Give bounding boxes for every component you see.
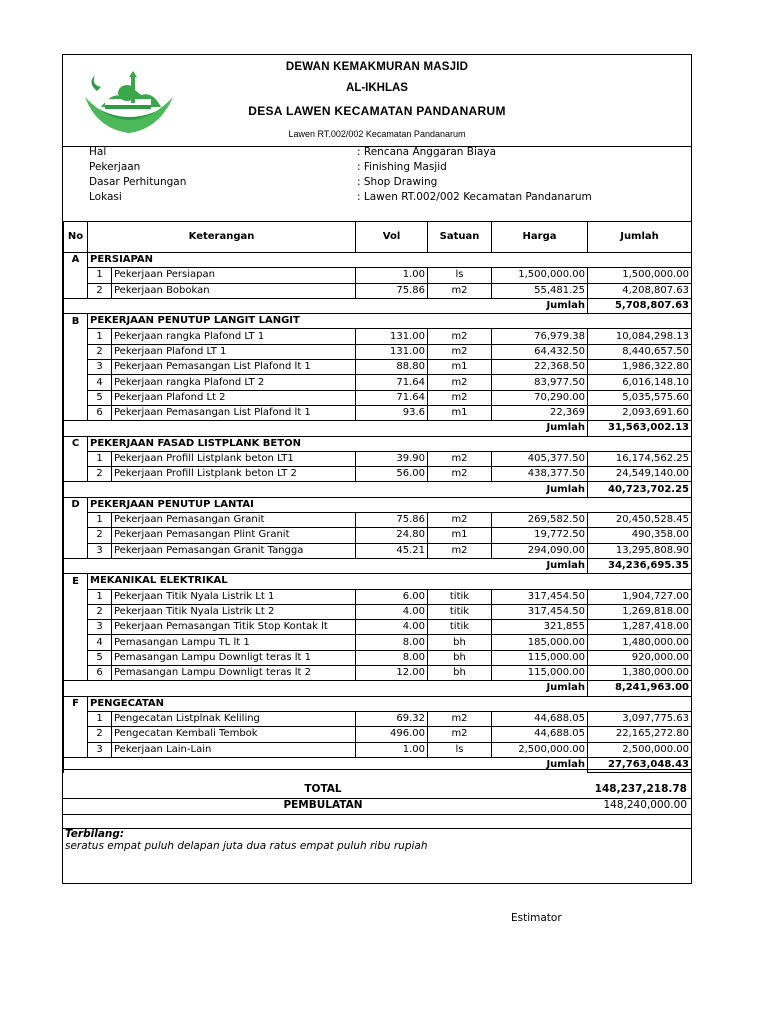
terbilang-block xyxy=(63,828,691,852)
item-number: 5 xyxy=(88,390,112,405)
item-amount: 2,093,691.60 xyxy=(588,405,692,420)
item-description: Pekerjaan rangka Plafond LT 2 xyxy=(112,375,356,390)
item-unit: m2 xyxy=(428,711,492,726)
item-number: 1 xyxy=(88,451,112,466)
item-amount: 20,450,528.45 xyxy=(588,513,692,528)
item-spacer xyxy=(64,711,88,726)
item-price: 2,500,000.00 xyxy=(492,742,588,757)
item-amount: 1,480,000.00 xyxy=(588,635,692,650)
item-amount: 920,000.00 xyxy=(588,650,692,665)
item-description: Pekerjaan Pemasangan Plint Granit xyxy=(112,528,356,543)
item-row xyxy=(64,451,692,466)
item-description: Pekerjaan Titik Nyala Listrik Lt 1 xyxy=(112,589,356,604)
rounding-value: 148,240,000.00 xyxy=(603,799,687,811)
item-unit: titik xyxy=(428,604,492,619)
item-row xyxy=(64,528,692,543)
item-spacer xyxy=(64,528,88,543)
item-unit: m2 xyxy=(428,467,492,482)
item-spacer xyxy=(64,650,88,665)
item-volume: 39.90 xyxy=(356,451,428,466)
item-number: 2 xyxy=(88,467,112,482)
item-unit: bh xyxy=(428,650,492,665)
item-volume: 8.00 xyxy=(356,650,428,665)
mosque-name: AL-IKHLAS xyxy=(346,82,408,94)
item-description: Pekerjaan Pemasangan Titik Stop Kontak lt xyxy=(112,620,356,635)
item-spacer xyxy=(64,604,88,619)
item-volume: 12.00 xyxy=(356,666,428,681)
subtotal-label: Jumlah xyxy=(492,558,588,573)
item-unit: titik xyxy=(428,620,492,635)
item-volume: 56.00 xyxy=(356,467,428,482)
item-description: Pekerjaan rangka Plafond LT 1 xyxy=(112,329,356,344)
item-amount: 6,016,148.10 xyxy=(588,375,692,390)
table-header-row xyxy=(64,222,692,253)
item-number: 6 xyxy=(88,666,112,681)
item-description: Pekerjaan Pemasangan List Plafond lt 1 xyxy=(112,405,356,420)
item-description: Pekerjaan Profill Listplank beton LT 2 xyxy=(112,467,356,482)
subtotal-row xyxy=(64,681,692,696)
item-price: 269,582.50 xyxy=(492,513,588,528)
item-number: 3 xyxy=(88,360,112,375)
item-amount: 5,035,575.60 xyxy=(588,390,692,405)
item-spacer xyxy=(64,467,88,482)
item-price: 321,855 xyxy=(492,620,588,635)
item-description: Pemasangan Lampu TL lt 1 xyxy=(112,635,356,650)
section-code: C xyxy=(64,436,88,451)
subtotal-spacer xyxy=(64,482,492,497)
item-spacer xyxy=(64,620,88,635)
cost-table xyxy=(63,221,692,773)
meta-value: : Lawen RT.002/002 Kecamatan Pandanarum xyxy=(357,191,592,203)
item-unit: m2 xyxy=(428,283,492,298)
item-amount: 1,269,818.00 xyxy=(588,604,692,619)
item-volume: 69.32 xyxy=(356,711,428,726)
item-number: 1 xyxy=(88,589,112,604)
item-description: Pekerjaan Lain-Lain xyxy=(112,742,356,757)
item-unit: m1 xyxy=(428,528,492,543)
item-description: Pekerjaan Persiapan xyxy=(112,268,356,283)
subtotal-value: 27,763,048.43 xyxy=(588,757,692,772)
item-amount: 8,440,657.50 xyxy=(588,344,692,359)
item-amount: 1,500,000.00 xyxy=(588,268,692,283)
subtotal-value: 40,723,702.25 xyxy=(588,482,692,497)
item-row xyxy=(64,360,692,375)
item-description: Pekerjaan Plafond Lt 2 xyxy=(112,390,356,405)
item-price: 405,377.50 xyxy=(492,451,588,466)
item-row xyxy=(64,375,692,390)
item-number: 3 xyxy=(88,543,112,558)
item-description: Pekerjaan Titik Nyala Listrik Lt 2 xyxy=(112,604,356,619)
item-spacer xyxy=(64,666,88,681)
item-unit: m2 xyxy=(428,344,492,359)
item-unit: m2 xyxy=(428,727,492,742)
item-number: 3 xyxy=(88,742,112,757)
subtotal-label: Jumlah xyxy=(492,421,588,436)
item-spacer xyxy=(64,589,88,604)
item-spacer xyxy=(64,513,88,528)
subtotal-row xyxy=(64,421,692,436)
item-price: 22,368.50 xyxy=(492,360,588,375)
section-title: MEKANIKAL ELEKTRIKAL xyxy=(88,574,692,589)
item-description: Pekerjaan Pemasangan Granit xyxy=(112,513,356,528)
section-row xyxy=(64,253,692,268)
item-volume: 71.64 xyxy=(356,375,428,390)
item-volume: 4.00 xyxy=(356,604,428,619)
section-title: PEKERJAAN PENUTUP LANGIT LANGIT xyxy=(88,314,692,329)
item-row xyxy=(64,543,692,558)
section-title: PEKERJAAN FASAD LISTPLANK BETON xyxy=(88,436,692,451)
item-number: 6 xyxy=(88,405,112,420)
item-number: 1 xyxy=(88,513,112,528)
item-description: Pekerjaan Pemasangan List Plafond lt 1 xyxy=(112,360,356,375)
item-amount: 3,097,775.63 xyxy=(588,711,692,726)
estimator-label: Estimator xyxy=(511,912,562,924)
item-volume: 4.00 xyxy=(356,620,428,635)
item-unit: m2 xyxy=(428,329,492,344)
col-harga-header: Harga xyxy=(492,222,588,253)
item-price: 317,454.50 xyxy=(492,604,588,619)
item-amount: 1,904,727.00 xyxy=(588,589,692,604)
item-row xyxy=(64,620,692,635)
item-row xyxy=(64,604,692,619)
item-spacer xyxy=(64,742,88,757)
item-number: 1 xyxy=(88,711,112,726)
item-description: Pekerjaan Bobokan xyxy=(112,283,356,298)
item-row xyxy=(64,329,692,344)
item-amount: 4,208,807.63 xyxy=(588,283,692,298)
subtotal-row xyxy=(64,558,692,573)
subtotal-value: 34,236,695.35 xyxy=(588,558,692,573)
item-unit: m1 xyxy=(428,360,492,375)
item-row xyxy=(64,727,692,742)
item-spacer xyxy=(64,375,88,390)
col-satuan-header: Satuan xyxy=(428,222,492,253)
meta-label: Dasar Perhitungan xyxy=(89,176,187,188)
item-unit: m2 xyxy=(428,390,492,405)
item-price: 76,979.38 xyxy=(492,329,588,344)
item-description: Pemasangan Lampu Downligt teras lt 1 xyxy=(112,650,356,665)
item-number: 3 xyxy=(88,620,112,635)
total-label: TOTAL xyxy=(304,783,342,795)
item-row xyxy=(64,467,692,482)
item-row xyxy=(64,390,692,405)
item-number: 5 xyxy=(88,650,112,665)
col-no-header: No xyxy=(64,222,88,253)
meta-label: Hal xyxy=(89,146,107,158)
item-unit: m2 xyxy=(428,513,492,528)
item-row xyxy=(64,742,692,757)
item-amount: 1,287,418.00 xyxy=(588,620,692,635)
item-number: 2 xyxy=(88,528,112,543)
item-unit: titik xyxy=(428,589,492,604)
item-volume: 1.00 xyxy=(356,268,428,283)
item-unit: bh xyxy=(428,635,492,650)
item-price: 64,432.50 xyxy=(492,344,588,359)
item-amount: 490,358.00 xyxy=(588,528,692,543)
item-row xyxy=(64,344,692,359)
village-name: DESA LAWEN KECAMATAN PANDANARUM xyxy=(248,104,506,118)
subtotal-row xyxy=(64,298,692,313)
section-code: E xyxy=(64,574,88,589)
section-code: B xyxy=(64,314,88,329)
item-row xyxy=(64,666,692,681)
item-spacer xyxy=(64,635,88,650)
terbilang-label: Terbilang: xyxy=(65,828,125,840)
item-volume: 6.00 xyxy=(356,589,428,604)
item-price: 115,000.00 xyxy=(492,650,588,665)
item-spacer xyxy=(64,344,88,359)
item-description: Pengecatan Kembali Tembok xyxy=(112,727,356,742)
item-amount: 16,174,562.25 xyxy=(588,451,692,466)
subtotal-row xyxy=(64,482,692,497)
item-number: 4 xyxy=(88,635,112,650)
rounding-label: PEMBULATAN xyxy=(283,799,363,811)
item-volume: 496.00 xyxy=(356,727,428,742)
section-title: PERSIAPAN xyxy=(88,253,692,268)
item-price: 22,369 xyxy=(492,405,588,420)
section-row xyxy=(64,696,692,711)
item-number: 4 xyxy=(88,375,112,390)
total-value: 148,237,218.78 xyxy=(594,783,687,795)
item-volume: 131.00 xyxy=(356,344,428,359)
meta-value: : Finishing Masjid xyxy=(357,161,447,173)
item-description: Pekerjaan Pemasangan Granit Tangga xyxy=(112,543,356,558)
section-title: PEKERJAAN PENUTUP LANTAI xyxy=(88,497,692,512)
subtotal-label: Jumlah xyxy=(492,757,588,772)
item-description: Pekerjaan Plafond LT 1 xyxy=(112,344,356,359)
item-row xyxy=(64,650,692,665)
section-row xyxy=(64,436,692,451)
item-price: 185,000.00 xyxy=(492,635,588,650)
item-spacer xyxy=(64,283,88,298)
section-code: F xyxy=(64,696,88,711)
item-spacer xyxy=(64,405,88,420)
col-keterangan-header: Keterangan xyxy=(88,222,356,253)
subtotal-label: Jumlah xyxy=(492,681,588,696)
item-number: 1 xyxy=(88,329,112,344)
item-amount: 1,986,322.80 xyxy=(588,360,692,375)
item-description: Pemasangan Lampu Downligt teras lt 2 xyxy=(112,666,356,681)
item-price: 1,500,000.00 xyxy=(492,268,588,283)
subtotal-spacer xyxy=(64,298,492,313)
item-row xyxy=(64,635,692,650)
meta-value: : Rencana Anggaran Biaya xyxy=(357,146,496,158)
item-spacer xyxy=(64,451,88,466)
item-spacer xyxy=(64,329,88,344)
section-title: PENGECATAN xyxy=(88,696,692,711)
item-unit: ls xyxy=(428,268,492,283)
item-price: 294,090.00 xyxy=(492,543,588,558)
item-volume: 75.86 xyxy=(356,513,428,528)
subtotal-spacer xyxy=(64,421,492,436)
subtotal-label: Jumlah xyxy=(492,482,588,497)
item-price: 115,000.00 xyxy=(492,666,588,681)
section-row xyxy=(64,497,692,512)
subtotal-value: 5,708,807.63 xyxy=(588,298,692,313)
item-number: 2 xyxy=(88,283,112,298)
rab-sheet xyxy=(62,54,692,884)
item-number: 2 xyxy=(88,727,112,742)
item-price: 317,454.50 xyxy=(492,589,588,604)
subtotal-value: 31,563,002.13 xyxy=(588,421,692,436)
meta-label: Lokasi xyxy=(89,191,122,203)
item-price: 83,977.50 xyxy=(492,375,588,390)
item-unit: m2 xyxy=(428,375,492,390)
item-amount: 10,084,298.13 xyxy=(588,329,692,344)
item-volume: 8.00 xyxy=(356,635,428,650)
item-unit: m2 xyxy=(428,543,492,558)
item-volume: 88.80 xyxy=(356,360,428,375)
subtotal-spacer xyxy=(64,681,492,696)
subtotal-label: Jumlah xyxy=(492,298,588,313)
org-name: DEWAN KEMAKMURAN MASJID xyxy=(285,61,469,73)
item-spacer xyxy=(64,543,88,558)
address: Lawen RT.002/002 Kecamatan Pandanarum xyxy=(288,129,466,139)
item-spacer xyxy=(64,360,88,375)
item-volume: 93.6 xyxy=(356,405,428,420)
item-price: 19,772.50 xyxy=(492,528,588,543)
section-code: D xyxy=(64,497,88,512)
item-spacer xyxy=(64,727,88,742)
item-volume: 1.00 xyxy=(356,742,428,757)
item-spacer xyxy=(64,268,88,283)
item-number: 2 xyxy=(88,344,112,359)
item-volume: 75.86 xyxy=(356,283,428,298)
meta-label: Pekerjaan xyxy=(89,161,141,173)
item-row xyxy=(64,513,692,528)
item-price: 44,688.05 xyxy=(492,711,588,726)
item-volume: 45.21 xyxy=(356,543,428,558)
item-number: 2 xyxy=(88,604,112,619)
item-unit: bh xyxy=(428,666,492,681)
item-row xyxy=(64,405,692,420)
item-price: 70,290.00 xyxy=(492,390,588,405)
item-description: Pengecatan Listplnak Keliling xyxy=(112,711,356,726)
item-row xyxy=(64,589,692,604)
item-unit: m2 xyxy=(428,451,492,466)
subtotal-value: 8,241,963.00 xyxy=(588,681,692,696)
col-vol-header: Vol xyxy=(356,222,428,253)
item-row xyxy=(64,268,692,283)
item-row xyxy=(64,711,692,726)
item-price: 438,377.50 xyxy=(492,467,588,482)
col-jumlah-header: Jumlah xyxy=(588,222,692,253)
item-number: 1 xyxy=(88,268,112,283)
item-spacer xyxy=(64,390,88,405)
section-row xyxy=(64,314,692,329)
item-unit: m1 xyxy=(428,405,492,420)
item-volume: 71.64 xyxy=(356,390,428,405)
subtotal-spacer xyxy=(64,558,492,573)
item-volume: 131.00 xyxy=(356,329,428,344)
item-volume: 24.80 xyxy=(356,528,428,543)
item-amount: 22,165,272.80 xyxy=(588,727,692,742)
item-amount: 2,500,000.00 xyxy=(588,742,692,757)
item-price: 44,688.05 xyxy=(492,727,588,742)
item-amount: 1,380,000.00 xyxy=(588,666,692,681)
section-code: A xyxy=(64,253,88,268)
terbilang-text: seratus empat puluh delapan juta dua ratus empat puluh ribu rupiah xyxy=(65,840,428,852)
item-amount: 13,295,808.90 xyxy=(588,543,692,558)
item-description: Pekerjaan Profill Listplank beton LT1 xyxy=(112,451,356,466)
item-price: 55,481.25 xyxy=(492,283,588,298)
item-amount: 24,549,140.00 xyxy=(588,467,692,482)
item-row xyxy=(64,283,692,298)
item-unit: ls xyxy=(428,742,492,757)
meta-value: : Shop Drawing xyxy=(357,176,438,188)
section-row xyxy=(64,574,692,589)
